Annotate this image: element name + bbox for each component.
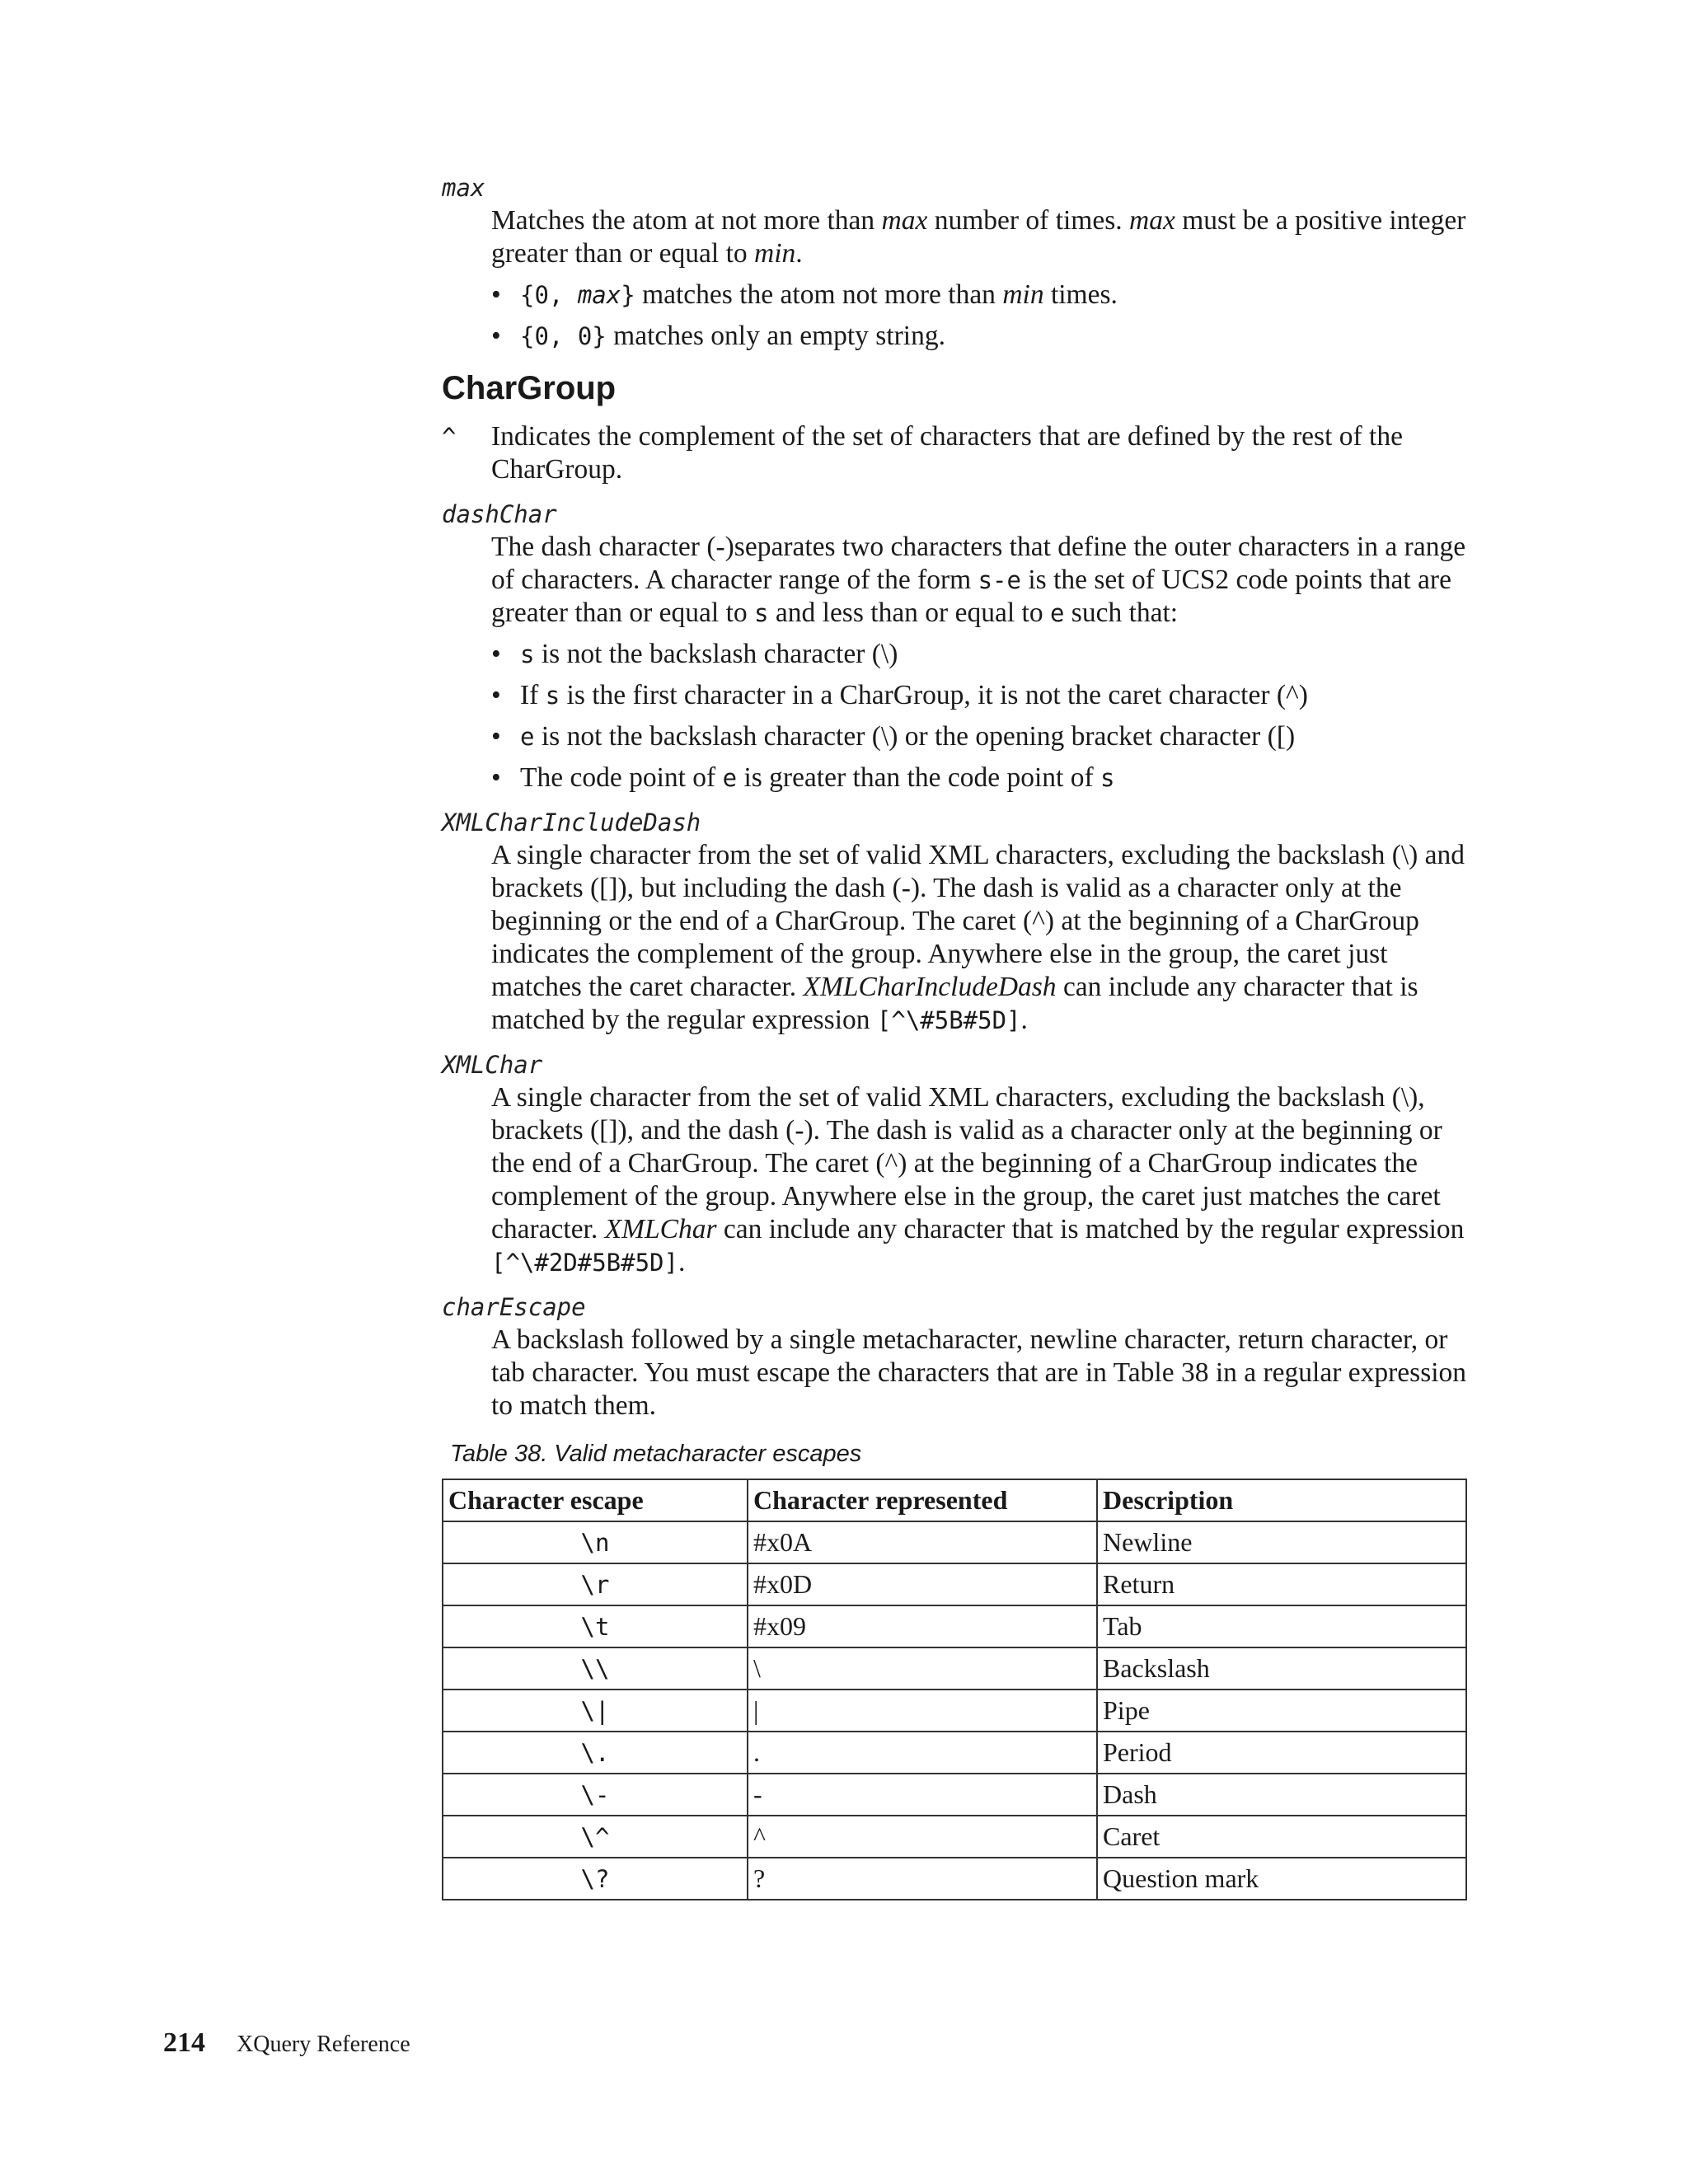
description-cell: Tab xyxy=(1097,1605,1466,1647)
dashchar-description xyxy=(491,531,1470,630)
list-item xyxy=(491,279,1470,312)
max-entry xyxy=(442,171,1470,353)
page-content xyxy=(442,171,1470,1900)
code: [^\#5B#5D] xyxy=(876,1006,1021,1034)
dashchar-entry xyxy=(442,498,1470,794)
text: A single character from the set of valid XML characters, excluding the backslash (\), brackets ([]), and the dash (-). The dash is valid as a character only at the beginning or the end of a CharGroup. The caret (^) at the beginning of a CharGroup indicates the complement of the group. Anywhere else in the group, the caret just matches the caret character. xyxy=(491,1082,1442,1244)
charescape-entry xyxy=(442,1291,1470,1422)
code: s xyxy=(520,640,535,668)
dashchar-bullets xyxy=(491,638,1470,794)
metacharacter-table xyxy=(442,1479,1467,1900)
code: {0, 0} xyxy=(520,322,607,350)
text: number of times. xyxy=(927,205,1130,236)
term-max: max xyxy=(442,174,485,202)
table-header-row xyxy=(443,1479,1466,1521)
text: If xyxy=(520,680,546,710)
text: and less than or equal to xyxy=(768,598,1050,628)
code: s xyxy=(754,599,769,627)
section-heading: CharGroup xyxy=(442,370,617,406)
max-description xyxy=(491,204,1470,270)
escape-cell: \r xyxy=(443,1563,748,1605)
text: is the set of UCS2 code points that are greater than or equal to xyxy=(491,565,1451,628)
code: s-e xyxy=(978,566,1021,594)
list-item xyxy=(491,320,1470,353)
text: such that: xyxy=(1064,598,1179,628)
table-caption: Table 38. Valid metacharacter escapes xyxy=(450,1441,862,1467)
bullet-icon: • xyxy=(491,639,501,669)
bullet-icon: • xyxy=(491,279,501,310)
table-row xyxy=(443,1521,1466,1563)
italic-term: XMLChar xyxy=(604,1214,717,1244)
text: is greater than the code point of xyxy=(737,762,1100,793)
max-bullets xyxy=(491,279,1470,353)
xmlcharincludedash-entry xyxy=(442,806,1470,1037)
escape-cell: \\ xyxy=(443,1647,748,1690)
term-dashchar: dashChar xyxy=(442,500,557,528)
list-item xyxy=(491,638,1470,671)
table-row xyxy=(443,1816,1466,1858)
italic-term: min xyxy=(1002,279,1044,310)
code: s xyxy=(1100,764,1115,792)
xmlchar-entry xyxy=(442,1048,1470,1279)
table-row xyxy=(443,1647,1466,1690)
term-xmlchar: XMLChar xyxy=(442,1051,543,1079)
escape-cell: \| xyxy=(443,1690,748,1732)
escape-cell: \t xyxy=(443,1605,748,1647)
list-item xyxy=(491,720,1470,753)
escape-cell: \? xyxy=(443,1858,748,1900)
code: [^\#2D#5B#5D] xyxy=(491,1249,678,1277)
bullet-icon: • xyxy=(491,721,501,752)
bullet-icon: • xyxy=(491,321,501,351)
column-header: Character escape xyxy=(443,1479,748,1521)
text: The dash character (-)separates two characters that define the outer characters in a range of characters. A character range of the form xyxy=(491,532,1466,595)
text: matches the atom not more than xyxy=(635,279,1003,310)
code: s xyxy=(545,682,560,710)
represented-cell: | xyxy=(748,1690,1097,1732)
escape-cell: \- xyxy=(443,1774,748,1816)
xmlcharincludedash-description xyxy=(491,839,1470,1037)
represented-cell: #x09 xyxy=(748,1605,1097,1647)
description-cell: Dash xyxy=(1097,1774,1466,1816)
text: must be a positive integer greater than or equal to xyxy=(491,205,1466,269)
charescape-description xyxy=(491,1324,1470,1422)
italic-term: XMLCharIncludeDash xyxy=(803,972,1057,1002)
caret-entry xyxy=(442,420,1470,486)
description-cell: Backslash xyxy=(1097,1647,1466,1690)
table-row xyxy=(443,1858,1466,1900)
represented-cell: - xyxy=(748,1774,1097,1816)
xmlchar-description xyxy=(491,1081,1470,1279)
description-cell: Period xyxy=(1097,1732,1466,1774)
column-header: Character represented xyxy=(748,1479,1097,1521)
escape-cell: \^ xyxy=(443,1816,748,1858)
text: . xyxy=(678,1247,686,1277)
text: is the first character in a CharGroup, it is not the caret character (^) xyxy=(560,680,1308,710)
italic-term: max xyxy=(881,205,928,236)
text: can include any character that is matched by the regular expression xyxy=(491,972,1418,1035)
code: e xyxy=(722,764,738,792)
table-row xyxy=(443,1563,1466,1605)
represented-cell: \ xyxy=(748,1647,1097,1690)
list-item xyxy=(491,762,1470,794)
escape-cell: \n xyxy=(443,1521,748,1563)
description-cell: Caret xyxy=(1097,1816,1466,1858)
text: is not the backslash character (\) xyxy=(534,639,898,669)
page-footer xyxy=(163,2027,410,2059)
represented-cell: ^ xyxy=(748,1816,1097,1858)
caret-description: Indicates the complement of the set of characters that are defined by the rest of the CharGroup. xyxy=(491,421,1403,485)
represented-cell: #x0A xyxy=(748,1521,1097,1563)
table-row xyxy=(443,1774,1466,1816)
caret-term: ^ xyxy=(442,423,457,451)
text: Matches the atom at not more than xyxy=(491,205,882,236)
text: is not the backslash character (\) or the opening bracket character ([) xyxy=(534,721,1296,752)
represented-cell: ? xyxy=(748,1858,1097,1900)
escape-cell: \. xyxy=(443,1732,748,1774)
text: times. xyxy=(1043,279,1118,310)
page-number: 214 xyxy=(163,2027,205,2058)
description-cell: Newline xyxy=(1097,1521,1466,1563)
table-row xyxy=(443,1690,1466,1732)
text: matches only an empty string. xyxy=(606,321,945,351)
list-item xyxy=(491,679,1470,712)
bullet-icon: • xyxy=(491,680,501,710)
code: } xyxy=(621,281,635,309)
text: . xyxy=(1020,1005,1028,1035)
text: A single character from the set of valid XML characters, excluding the backslash (\) and brackets ([]), but including the dash (-). The dash is valid as a character only at the beginning or the end of a CharGroup. The caret (^) at the beginning of a CharGroup indicates the complement of the group. Anywhere else in the group, the caret just matches the caret character. xyxy=(491,840,1465,1002)
italic-term: max xyxy=(1129,205,1175,236)
code: max xyxy=(577,281,621,309)
represented-cell: #x0D xyxy=(748,1563,1097,1605)
description-cell: Question mark xyxy=(1097,1858,1466,1900)
table-row xyxy=(443,1732,1466,1774)
description-cell: Pipe xyxy=(1097,1690,1466,1732)
term-charescape: charEscape xyxy=(442,1293,586,1321)
column-header: Description xyxy=(1097,1479,1466,1521)
book-title: XQuery Reference xyxy=(237,2032,410,2057)
italic-term: min xyxy=(754,238,796,269)
table-body xyxy=(443,1521,1466,1900)
term-xmlcharincludedash: XMLCharIncludeDash xyxy=(442,808,701,837)
text: . xyxy=(795,238,803,269)
text: A backslash followed by a single metacharacter, newline character, return character, or tab character. You must escape the characters that are in Table 38 in a regular expression to match them. xyxy=(491,1324,1467,1421)
code: {0, xyxy=(520,281,578,309)
description-cell: Return xyxy=(1097,1563,1466,1605)
bullet-icon: • xyxy=(491,762,501,793)
code: e xyxy=(1049,599,1065,627)
table-row xyxy=(443,1605,1466,1647)
text: can include any character that is matched by the regular expression xyxy=(716,1214,1465,1244)
represented-cell: . xyxy=(748,1732,1097,1774)
text: The code point of xyxy=(520,762,723,793)
code: e xyxy=(520,723,535,751)
